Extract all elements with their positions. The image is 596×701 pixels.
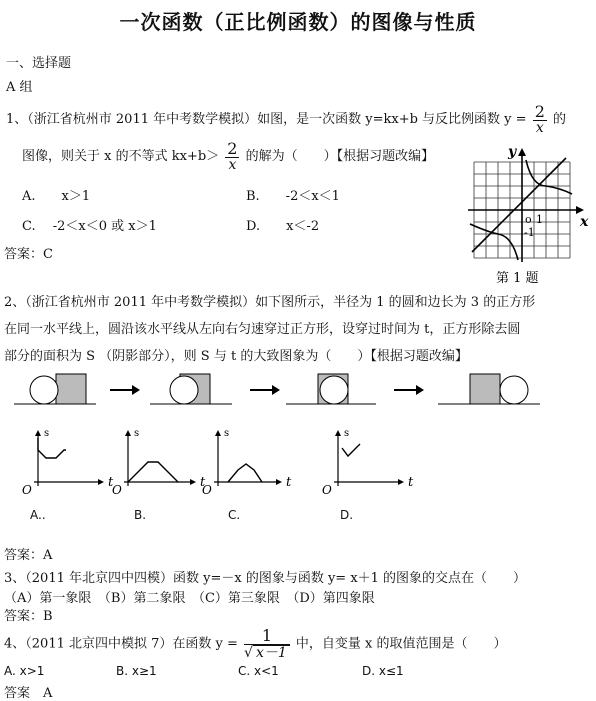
q1-origin-label: o [525,213,532,226]
q1-option-b: B. -2＜x＜1 [246,189,340,204]
q2-stage-4 [438,374,540,404]
q2-line2: 在同一水平线上，圆沿该水平线从左向右匀速穿过正方形，设穿过时间为 t，正方形除去圆 [4,322,521,337]
q1-line1-end: 的 [553,112,567,127]
q1-option-d: D. x＜-2 [246,219,320,234]
q4-frac-num: 1 [244,628,290,645]
q2-graph-a-t: t [108,475,114,490]
q4-option-d: D. x≤1 [362,664,404,678]
q4-option-a: A. x>1 [4,664,45,678]
q2-motion-diagram [0,368,596,418]
q2-option-c: C. [228,508,241,522]
q4-line1-text: 4、（2011 北京四中模拟 7）在函数 y = [4,636,238,652]
q1-axis-x-label: x [580,214,589,230]
q2-graph-a-s: s [44,428,50,439]
q2-graph-a [22,428,114,496]
q2-stage-2 [150,374,232,404]
q2-stage-3 [286,374,376,404]
q2-line1: 2、（浙江省杭州市 2011 年中考数学模拟）如下图所示，半径为 1 的圆和边长为 3 的正方形 [4,295,536,310]
q3-answer: 答案：B [4,609,53,624]
q1-x-arrow [576,206,584,214]
q1-frac2-den: x [228,157,237,173]
q1-line1 [6,104,566,135]
q4-option-c: C. x<1 [238,664,279,678]
q2-graph-b [112,428,206,496]
section-heading: 一、选择题 [6,56,72,71]
q1-figure [462,140,592,285]
q1-answer: 答案：C [4,247,53,262]
page-title: 一次函数（正比例函数）的图像与性质 [119,10,477,34]
group-heading: A 组 [6,80,33,95]
q3-options: （A）第一象限 （B）第二象限 （C）第三象限 （D）第四象限 [4,591,375,606]
q4-line1-end: 中，自变量 x 的取值范围是（ ） [295,636,507,652]
q2-stage-1 [14,374,96,404]
q1-y-arrow [518,148,526,156]
q2-arrow-1 [110,385,140,395]
q2-graph-c-o: O [202,483,212,496]
q1-figure-caption: 第 1 题 [496,271,539,285]
q2-arrow-2 [250,385,280,395]
q1-line2-end: 的解为（ ）【根据习题改编】 [245,149,435,164]
q2-graph-b-o: O [112,483,122,496]
q2-graph-c-t: t [286,475,292,490]
q2-graph-d-o: O [322,483,332,496]
q1-frac2-num: 2 [227,139,238,158]
q4-answer: 答案 A [4,686,53,701]
q2-option-a: A.. [30,508,46,522]
q1-tick-neg1: -1 [524,226,535,239]
q3-line1: 3、（2011 年北京四中四模）函数 y=－x 的图象与函数 y= x＋1 的图象的交点在（ ） [4,571,527,586]
q2-graph-c-s: s [224,428,230,439]
q1-line2 [22,141,434,172]
q2-option-d: D. [340,508,354,522]
q2-graph-d-t: t [408,475,414,490]
q2-graph-b-t: t [200,475,206,490]
q1-fraction-2 [225,141,239,172]
q4-option-b: B. x≥1 [116,664,157,678]
q2-arrow-3 [394,385,424,395]
q1-frac1-den: x [535,120,544,136]
q4-sqrt-body: x－1 [253,645,290,660]
q2-option-graphs [0,424,596,496]
q1-hyperbola-right [526,160,572,194]
q4-frac-den: √ x－1 [244,645,290,660]
q4-fraction [244,628,290,660]
q1-line1-text: 1、（浙江省杭州市 2011 年中考数学模拟）如图，是一次函数 y=kx+b 与反比例函数 y = [6,112,527,127]
q2-graph-d-s: s [344,428,350,439]
q2-graph-b-s: s [134,428,140,439]
q1-axis-y-label: y [508,144,517,160]
q1-line2-text: 图像，则关于 x 的不等式 kx+b＞ [22,149,220,164]
q2-graph-a-o: O [22,483,32,496]
q1-frac1-num: 2 [534,102,545,121]
q1-fraction-1 [533,104,547,135]
q2-graph-d [322,428,414,496]
q1-option-c: C. -2＜x＜0 或 x＞1 [22,219,157,234]
q2-line3: 部分的面积为 S （阴影部分），则 S 与 t 的大致图象为（ ）【根据习题改编】 [4,349,468,364]
q2-option-b: B. [134,508,147,522]
q2-graph-c [202,428,292,496]
q1-tick-1: 1 [536,213,543,226]
q4-line1 [4,628,507,660]
q2-answer: 答案：A [4,548,53,563]
q1-option-a: A. x＞1 [22,189,91,204]
